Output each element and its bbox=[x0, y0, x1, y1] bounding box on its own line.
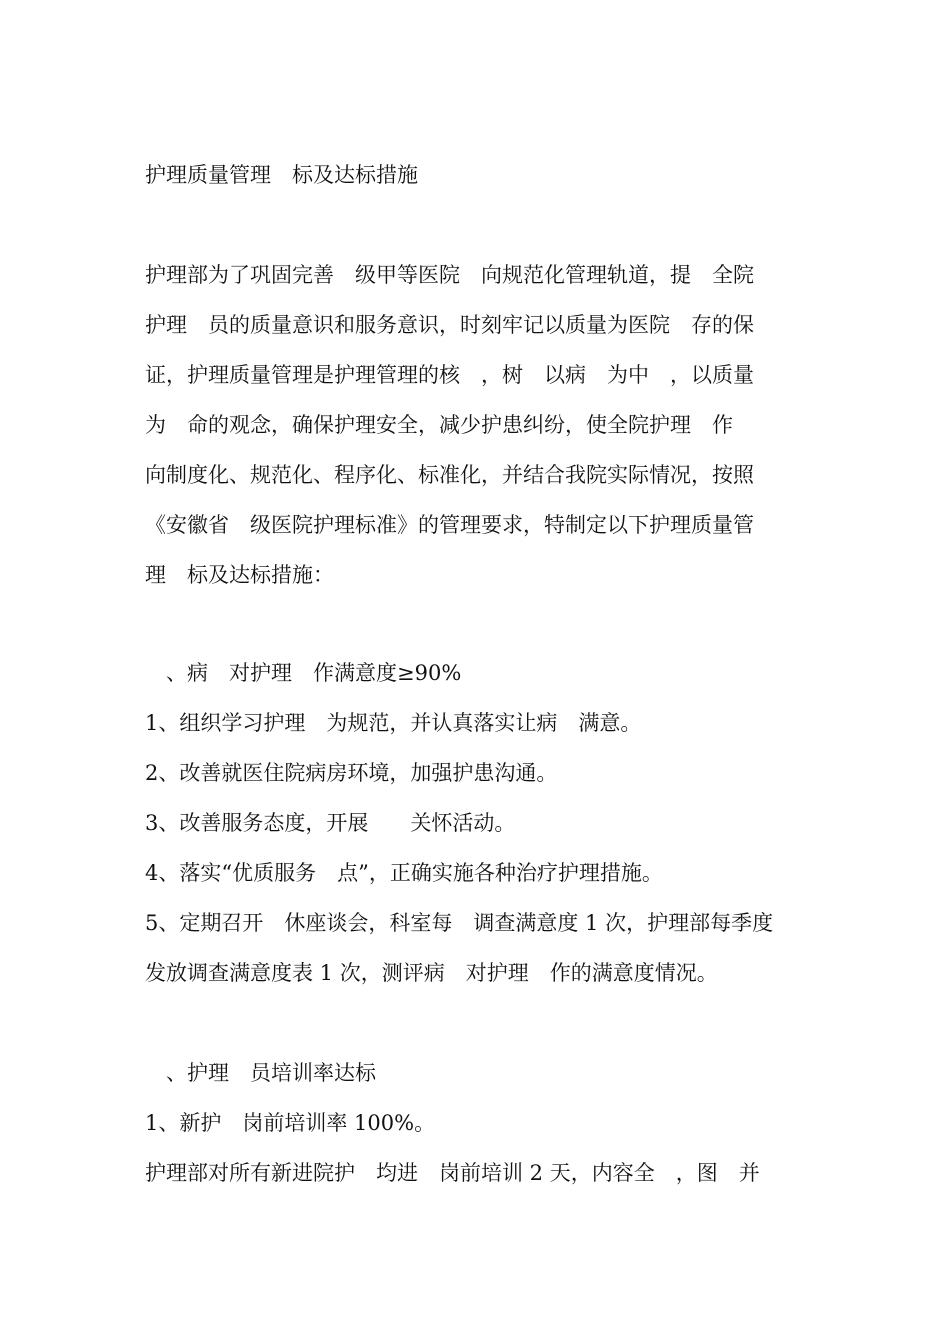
intro-line: 护理 员的质量意识和服务意识，时刻牢记以质量为医院 存的保 bbox=[145, 313, 754, 337]
intro-line: 证，护理质量管理是护理管理的核 ，树 以病 为中 ，以质量 bbox=[145, 363, 754, 387]
intro-line: 向制度化、规范化、程序化、标准化，并结合我院实际情况，按照 bbox=[145, 463, 754, 487]
intro-line: 为 命的观念，确保护理安全，减少护患纠纷，使全院护理 作 bbox=[145, 413, 733, 437]
section2-item: 1、新护 岗前培训率 100%。 bbox=[145, 1111, 436, 1135]
section1-item: 发放调查满意度表 1 次，测评病 对护理 作的满意度情况。 bbox=[145, 961, 718, 985]
section1-item: 5、定期召开 休座谈会，科室每 调查满意度 1 次，护理部每季度 bbox=[145, 911, 774, 935]
document-title: 护理质量管理 标及达标措施 bbox=[145, 163, 418, 187]
section1-item: 2、改善就医住院病房环境，加强护患沟通。 bbox=[145, 761, 558, 785]
section1-heading: 、病 对护理 作满意度≥90% bbox=[145, 661, 462, 685]
section1-item: 3、改善服务态度，开展 关怀活动。 bbox=[145, 811, 516, 835]
section1-item: 1、组织学习护理 为规范，并认真落实让病 满意。 bbox=[145, 711, 642, 735]
section1-item: 4、落实“优质服务 点”，正确实施各种治疗护理措施。 bbox=[145, 861, 663, 885]
intro-line: 护理部为了巩固完善 级甲等医院 向规范化管理轨道，提 全院 bbox=[145, 263, 754, 287]
intro-line: 《安徽省 级医院护理标准》的管理要求，特制定以下护理质量管 bbox=[145, 513, 754, 537]
section2-item: 护理部对所有新进院护 均进 岗前培训 2 天，内容全 ，图 并 bbox=[145, 1161, 760, 1185]
intro-line: 理 标及达标措施： bbox=[145, 563, 334, 587]
section2-heading: 、护理 员培训率达标 bbox=[145, 1061, 376, 1085]
